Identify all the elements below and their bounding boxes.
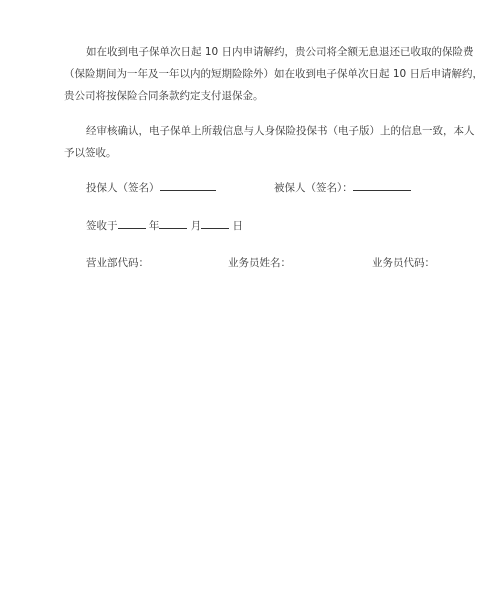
agent-name: 业务员姓名： xyxy=(228,257,291,269)
receipt-month-label: 月 xyxy=(190,220,202,232)
receipt-month-line xyxy=(159,216,187,229)
refund-line-3: 贵公司将按保险合同条款约定支付退保金。 xyxy=(64,90,264,102)
agent-code: 业务员代码： xyxy=(372,257,435,269)
applicant-signature-label: 投保人（签名） xyxy=(86,182,160,194)
refund-line-1: 如在收到电子保单次日起 10 日内申请解约，贵公司将全额无息退还已收取的保险费 xyxy=(86,46,474,58)
confirmation-line-2: 予以签收。 xyxy=(64,147,117,159)
receipt-date xyxy=(86,216,243,235)
insured-signature xyxy=(274,178,411,197)
receipt-prefix: 签收于 xyxy=(86,220,118,232)
receipt-year-line xyxy=(118,216,146,229)
applicant-signature xyxy=(86,178,216,197)
receipt-day-line xyxy=(201,216,229,229)
insured-signature-label: 被保人（签名）： xyxy=(274,182,353,194)
dept-code: 营业部代码： xyxy=(86,257,149,269)
refund-line-2: （保险期间为一年及一年以内的短期险除外）如在收到电子保单次日起 10 日后申请解约， xyxy=(64,68,484,80)
refund-paragraph xyxy=(64,41,484,107)
confirmation-paragraph xyxy=(64,120,475,164)
receipt-year-label: 年 xyxy=(148,220,160,232)
receipt-day-label: 日 xyxy=(232,220,244,232)
applicant-signature-line xyxy=(160,178,216,191)
confirmation-line-1: 经审核确认，电子保单上所载信息与人身保险投保书（电子版）上的信息一致，本人 xyxy=(86,125,475,137)
insured-signature-line xyxy=(353,178,411,191)
